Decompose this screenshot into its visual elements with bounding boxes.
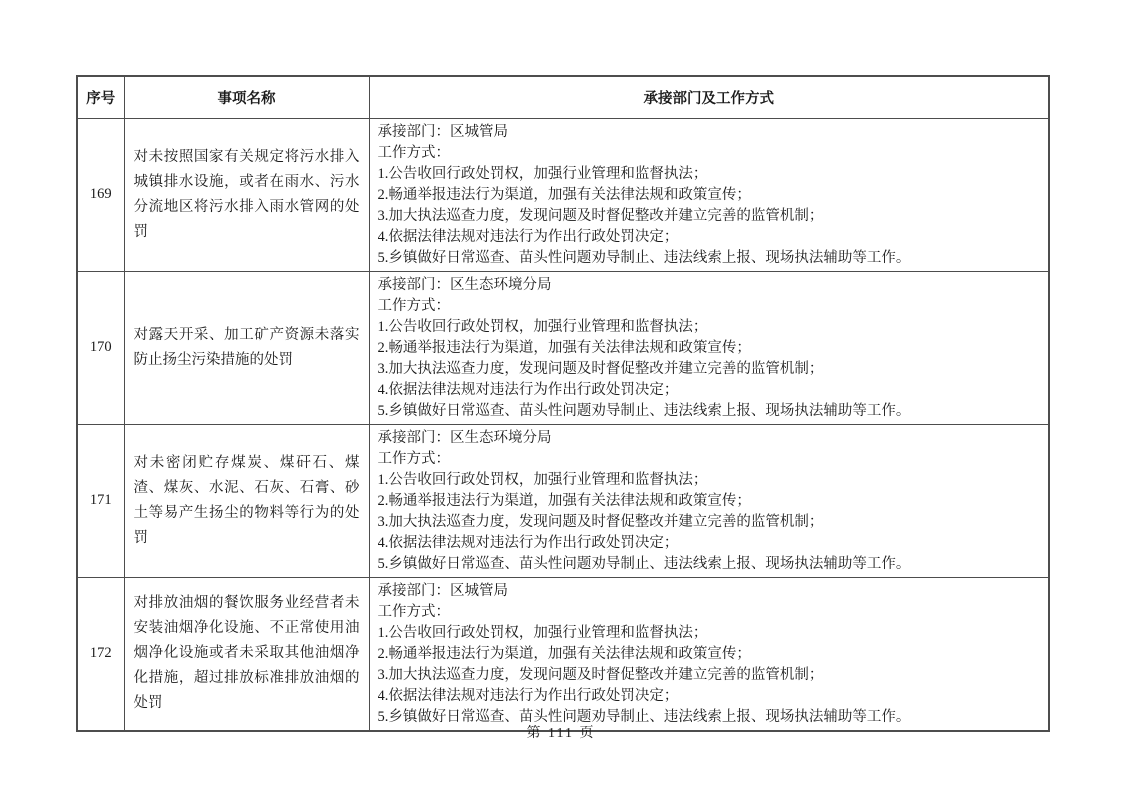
- work-method-label: 工作方式：: [377, 603, 450, 620]
- work-method-item: 5.乡镇做好日常巡查、苗头性问题劝导制止、违法线索上报、现场执法辅助等工作。: [377, 555, 911, 572]
- item-name: 对露天开采、加工矿产资源未落实防止扬尘污染措施的处罚: [124, 271, 369, 424]
- work-method-item: 4.依据法律法规对违法行为作出行政处罚决定；: [377, 687, 679, 704]
- work-method-item: 3.加大执法巡查力度，发现问题及时督促整改并建立完善的监管机制；: [377, 360, 824, 377]
- work-method-item: 1.公告收回行政处罚权，加强行业管理和监督执法；: [377, 471, 708, 488]
- detail-cell: [369, 271, 1049, 424]
- detail-cell: [369, 424, 1049, 577]
- work-method-item: 5.乡镇做好日常巡查、苗头性问题劝导制止、违法线索上报、现场执法辅助等工作。: [377, 708, 911, 725]
- work-method-item: 4.依据法律法规对违法行为作出行政处罚决定；: [377, 228, 679, 245]
- item-name: 对排放油烟的餐饮服务业经营者未安装油烟净化设施、不正常使用油烟净化设施或者未采取其他油烟净化措施，超过排放标准排放油烟的处罚: [124, 577, 369, 731]
- table-row: [77, 118, 1049, 271]
- row-number: 172: [77, 577, 124, 731]
- row-number: 171: [77, 424, 124, 577]
- work-method-label: 工作方式：: [377, 297, 450, 314]
- row-number: 169: [77, 118, 124, 271]
- work-method-item: 2.畅通举报违法行为渠道，加强有关法律法规和政策宣传；: [377, 645, 751, 662]
- header-no: 序号: [77, 76, 124, 118]
- work-method-item: 2.畅通举报违法行为渠道，加强有关法律法规和政策宣传；: [377, 492, 751, 509]
- dept-line: 承接部门：区城管局: [377, 123, 508, 140]
- table-row: [77, 577, 1049, 731]
- page-number: 第 111 页: [526, 726, 596, 741]
- work-method-item: 4.依据法律法规对违法行为作出行政处罚决定；: [377, 381, 679, 398]
- dept-line: 承接部门：区生态环境分局: [377, 276, 552, 293]
- table-row: [77, 271, 1049, 424]
- work-method-item: 4.依据法律法规对违法行为作出行政处罚决定；: [377, 534, 679, 551]
- detail-cell: [369, 118, 1049, 271]
- item-name: 对未按照国家有关规定将污水排入城镇排水设施，或者在雨水、污水分流地区将污水排入雨水管网的处罚: [124, 118, 369, 271]
- work-method-item: 3.加大执法巡查力度，发现问题及时督促整改并建立完善的监管机制；: [377, 513, 824, 530]
- item-name: 对未密闭贮存煤炭、煤矸石、煤渣、煤灰、水泥、石灰、石膏、砂土等易产生扬尘的物料等行为的处罚: [124, 424, 369, 577]
- header-detail: 承接部门及工作方式: [369, 76, 1049, 118]
- work-method-item: 1.公告收回行政处罚权，加强行业管理和监督执法；: [377, 624, 708, 641]
- work-method-item: 3.加大执法巡查力度，发现问题及时督促整改并建立完善的监管机制；: [377, 207, 824, 224]
- header-item-name: 事项名称: [124, 76, 369, 118]
- work-method-label: 工作方式：: [377, 144, 450, 161]
- row-number: 170: [77, 271, 124, 424]
- detail-cell: [369, 577, 1049, 731]
- work-method-label: 工作方式：: [377, 450, 450, 467]
- work-method-item: 2.畅通举报违法行为渠道，加强有关法律法规和政策宣传；: [377, 186, 751, 203]
- work-method-item: 5.乡镇做好日常巡查、苗头性问题劝导制止、违法线索上报、现场执法辅助等工作。: [377, 402, 911, 419]
- work-method-item: 2.畅通举报违法行为渠道，加强有关法律法规和政策宣传；: [377, 339, 751, 356]
- penalty-items-table: [76, 75, 1050, 732]
- table-header-row: [77, 76, 1049, 118]
- work-method-item: 5.乡镇做好日常巡查、苗头性问题劝导制止、违法线索上报、现场执法辅助等工作。: [377, 249, 911, 266]
- table-row: [77, 424, 1049, 577]
- work-method-item: 1.公告收回行政处罚权，加强行业管理和监督执法；: [377, 318, 708, 335]
- dept-line: 承接部门：区生态环境分局: [377, 429, 552, 446]
- work-method-item: 3.加大执法巡查力度，发现问题及时督促整改并建立完善的监管机制；: [377, 666, 824, 683]
- dept-line: 承接部门：区城管局: [377, 582, 508, 599]
- work-method-item: 1.公告收回行政处罚权，加强行业管理和监督执法；: [377, 165, 708, 182]
